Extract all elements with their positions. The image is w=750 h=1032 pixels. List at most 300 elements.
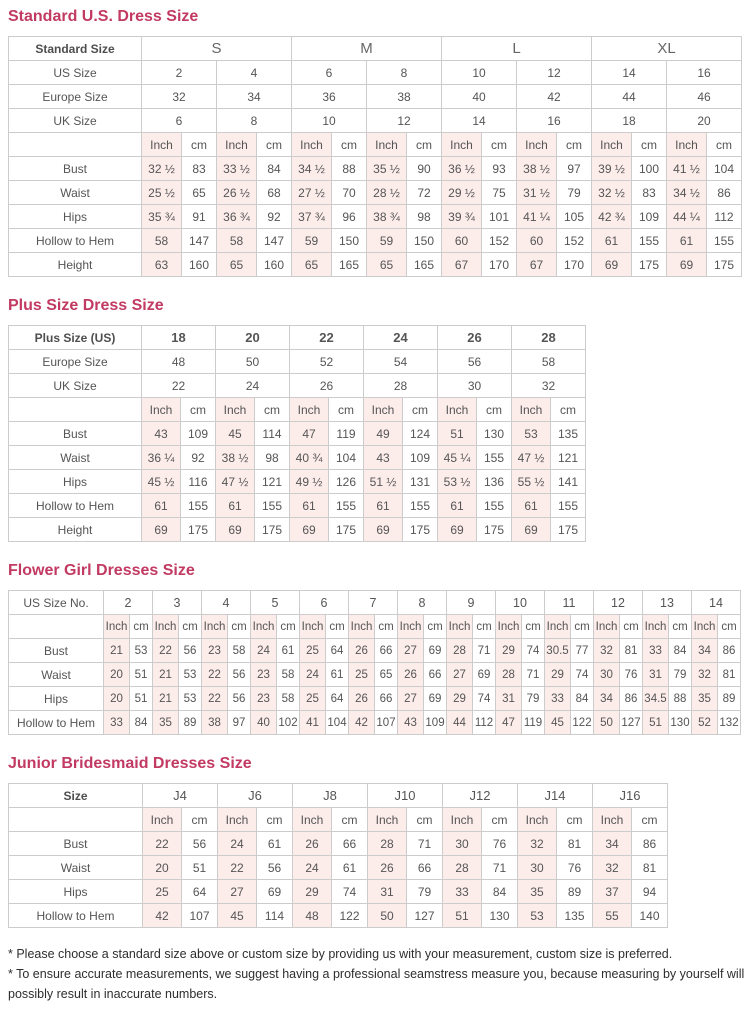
row-label: Waist <box>9 181 142 205</box>
cm-value-cell: 130 <box>477 422 512 446</box>
size-header-cell: 10 <box>442 61 517 85</box>
inch-value-cell: 61 <box>364 494 403 518</box>
cm-value-cell: 71 <box>522 663 545 687</box>
row-label: Plus Size (US) <box>9 326 142 350</box>
inch-value-cell: 51 <box>438 422 477 446</box>
unit-inch-cell: Inch <box>293 808 332 832</box>
inch-value-cell: 52 <box>692 711 718 735</box>
cm-value-cell: 96 <box>332 205 367 229</box>
inch-value-cell: 60 <box>442 229 482 253</box>
unit-cm-cell: cm <box>182 133 217 157</box>
cm-value-cell: 74 <box>473 687 496 711</box>
inch-value-cell: 67 <box>442 253 482 277</box>
cm-value-cell: 75 <box>482 181 517 205</box>
row-label: Bust <box>9 639 104 663</box>
row-label: Europe Size <box>9 350 142 374</box>
size-header-cell: 12 <box>594 591 643 615</box>
cm-value-cell: 71 <box>473 639 496 663</box>
inch-value-cell: 45 ¼ <box>438 446 477 470</box>
cm-value-cell: 152 <box>482 229 517 253</box>
size-header-cell: 14 <box>442 109 517 133</box>
inch-value-cell: 32 <box>593 856 632 880</box>
inch-value-cell: 24 <box>300 663 326 687</box>
inch-value-cell: 38 <box>202 711 228 735</box>
unit-inch-cell: Inch <box>364 398 403 422</box>
cm-value-cell: 130 <box>669 711 692 735</box>
cm-value-cell: 66 <box>424 663 447 687</box>
section-title-standard: Standard U.S. Dress Size <box>8 8 199 25</box>
inch-value-cell: 30 <box>594 663 620 687</box>
inch-value-cell: 22 <box>218 856 257 880</box>
unit-cm-cell: cm <box>551 398 586 422</box>
inch-value-cell: 25 <box>300 639 326 663</box>
size-header-cell: 3 <box>153 591 202 615</box>
inch-value-cell: 55 ½ <box>512 470 551 494</box>
unit-inch-cell: Inch <box>216 398 255 422</box>
cm-value-cell: 121 <box>551 446 586 470</box>
inch-value-cell: 25 <box>349 663 375 687</box>
inch-value-cell: 42 ¾ <box>592 205 632 229</box>
inch-value-cell: 63 <box>142 253 182 277</box>
size-header-cell: 40 <box>442 85 517 109</box>
unit-cm-cell: cm <box>332 133 367 157</box>
unit-inch-cell: Inch <box>218 808 257 832</box>
cm-value-cell: 107 <box>182 904 218 928</box>
inch-value-cell: 53 <box>518 904 557 928</box>
row-label: Hips <box>9 880 143 904</box>
inch-value-cell: 37 <box>593 880 632 904</box>
inch-value-cell: 35 ½ <box>367 157 407 181</box>
inch-value-cell: 48 <box>293 904 332 928</box>
size-header-cell: 20 <box>667 109 742 133</box>
inch-value-cell: 40 <box>251 711 277 735</box>
cm-value-cell: 160 <box>182 253 217 277</box>
inch-value-cell: 69 <box>512 518 551 542</box>
cm-value-cell: 147 <box>182 229 217 253</box>
inch-value-cell: 26 ½ <box>217 181 257 205</box>
size-header-cell: 12 <box>517 61 592 85</box>
size-header-cell: J10 <box>368 784 443 808</box>
inch-value-cell: 65 <box>217 253 257 277</box>
cm-value-cell: 122 <box>571 711 594 735</box>
inch-value-cell: 65 <box>292 253 332 277</box>
size-header-cell: 24 <box>216 374 290 398</box>
inch-value-cell: 28 <box>368 832 407 856</box>
cm-value-cell: 84 <box>257 157 292 181</box>
inch-value-cell: 69 <box>667 253 707 277</box>
size-header-cell: M <box>292 37 442 61</box>
cm-value-cell: 86 <box>707 181 742 205</box>
inch-value-cell: 31 <box>496 687 522 711</box>
size-header-cell: 28 <box>512 326 586 350</box>
cm-value-cell: 109 <box>424 711 447 735</box>
cm-value-cell: 107 <box>375 711 398 735</box>
section-junior-bridesmaid <box>8 755 742 928</box>
unit-cm-cell: cm <box>669 615 692 639</box>
unit-cm-cell: cm <box>407 808 443 832</box>
inch-value-cell: 69 <box>592 253 632 277</box>
unit-inch-cell: Inch <box>367 133 407 157</box>
cm-value-cell: 51 <box>130 663 153 687</box>
size-header-cell: 13 <box>643 591 692 615</box>
inch-value-cell: 22 <box>143 832 182 856</box>
unit-cm-cell: cm <box>257 133 292 157</box>
cm-value-cell: 58 <box>277 663 300 687</box>
cm-value-cell: 155 <box>551 494 586 518</box>
size-header-cell: 9 <box>447 591 496 615</box>
inch-value-cell: 59 <box>292 229 332 253</box>
inch-value-cell: 50 <box>368 904 407 928</box>
size-header-cell: 6 <box>292 61 367 85</box>
inch-value-cell: 36 ¾ <box>217 205 257 229</box>
inch-value-cell: 31 <box>368 880 407 904</box>
unit-cm-cell: cm <box>326 615 349 639</box>
unit-inch-cell: Inch <box>251 615 277 639</box>
cm-value-cell: 72 <box>407 181 442 205</box>
cm-value-cell: 61 <box>326 663 349 687</box>
inch-value-cell: 31 ½ <box>517 181 557 205</box>
cm-value-cell: 135 <box>557 904 593 928</box>
unit-cm-cell: cm <box>473 615 496 639</box>
inch-value-cell: 47 <box>290 422 329 446</box>
inch-value-cell: 25 <box>300 687 326 711</box>
size-header-cell: 7 <box>349 591 398 615</box>
unit-inch-cell: Inch <box>202 615 228 639</box>
cm-value-cell: 100 <box>632 157 667 181</box>
cm-value-cell: 109 <box>632 205 667 229</box>
cm-value-cell: 56 <box>257 856 293 880</box>
inch-value-cell: 22 <box>202 663 228 687</box>
cm-value-cell: 175 <box>477 518 512 542</box>
cm-value-cell: 155 <box>329 494 364 518</box>
inch-value-cell: 26 <box>349 639 375 663</box>
cm-value-cell: 114 <box>257 904 293 928</box>
inch-value-cell: 61 <box>667 229 707 253</box>
row-label: Waist <box>9 446 142 470</box>
row-label <box>9 808 143 832</box>
inch-value-cell: 43 <box>398 711 424 735</box>
inch-value-cell: 32 ½ <box>142 157 182 181</box>
cm-value-cell: 61 <box>277 639 300 663</box>
inch-value-cell: 47 ½ <box>512 446 551 470</box>
cm-value-cell: 175 <box>181 518 216 542</box>
inch-value-cell: 33 ½ <box>217 157 257 181</box>
size-header-cell: 22 <box>290 326 364 350</box>
inch-value-cell: 59 <box>367 229 407 253</box>
cm-value-cell: 116 <box>181 470 216 494</box>
unit-inch-cell: Inch <box>545 615 571 639</box>
cm-value-cell: 109 <box>403 446 438 470</box>
inch-value-cell: 39 ¾ <box>442 205 482 229</box>
cm-value-cell: 98 <box>407 205 442 229</box>
cm-value-cell: 119 <box>329 422 364 446</box>
inch-value-cell: 24 <box>293 856 332 880</box>
inch-value-cell: 34 <box>593 832 632 856</box>
row-label <box>9 615 104 639</box>
row-label: Europe Size <box>9 85 142 109</box>
cm-value-cell: 121 <box>255 470 290 494</box>
inch-value-cell: 21 <box>153 687 179 711</box>
unit-cm-cell: cm <box>403 398 438 422</box>
inch-value-cell: 50 <box>594 711 620 735</box>
cm-value-cell: 66 <box>375 687 398 711</box>
cm-value-cell: 84 <box>482 880 518 904</box>
cm-value-cell: 81 <box>718 663 741 687</box>
size-header-cell: 5 <box>251 591 300 615</box>
size-header-cell: 16 <box>517 109 592 133</box>
unit-inch-cell: Inch <box>593 808 632 832</box>
inch-value-cell: 45 <box>218 904 257 928</box>
size-header-cell: 26 <box>438 326 512 350</box>
unit-inch-cell: Inch <box>438 398 477 422</box>
inch-value-cell: 45 <box>216 422 255 446</box>
inch-value-cell: 34 <box>692 639 718 663</box>
size-header-cell: J16 <box>593 784 668 808</box>
inch-value-cell: 26 <box>398 663 424 687</box>
size-header-cell: 56 <box>438 350 512 374</box>
cm-value-cell: 53 <box>179 687 202 711</box>
size-header-cell: 48 <box>142 350 216 374</box>
size-header-cell: 54 <box>364 350 438 374</box>
section-plus-size <box>8 297 742 542</box>
unit-inch-cell: Inch <box>368 808 407 832</box>
inch-value-cell: 32 ½ <box>592 181 632 205</box>
inch-value-cell: 20 <box>143 856 182 880</box>
cm-value-cell: 56 <box>228 687 251 711</box>
size-header-cell: 4 <box>202 591 251 615</box>
cm-value-cell: 114 <box>255 422 290 446</box>
inch-value-cell: 53 <box>512 422 551 446</box>
cm-value-cell: 61 <box>332 856 368 880</box>
cm-value-cell: 155 <box>477 446 512 470</box>
unit-inch-cell: Inch <box>398 615 424 639</box>
size-header-cell: 18 <box>142 326 216 350</box>
cm-value-cell: 131 <box>403 470 438 494</box>
cm-value-cell: 152 <box>557 229 592 253</box>
size-header-cell: J4 <box>143 784 218 808</box>
cm-value-cell: 155 <box>181 494 216 518</box>
inch-value-cell: 55 <box>593 904 632 928</box>
unit-cm-cell: cm <box>329 398 364 422</box>
row-label <box>9 133 142 157</box>
cm-value-cell: 132 <box>718 711 741 735</box>
inch-value-cell: 21 <box>153 663 179 687</box>
inch-value-cell: 38 ¾ <box>367 205 407 229</box>
cm-value-cell: 69 <box>257 880 293 904</box>
row-label: UK Size <box>9 109 142 133</box>
unit-cm-cell: cm <box>477 398 512 422</box>
section-title-plus: Plus Size Dress Size <box>8 297 164 314</box>
inch-value-cell: 41 ¼ <box>517 205 557 229</box>
inch-value-cell: 20 <box>104 687 130 711</box>
cm-value-cell: 93 <box>482 157 517 181</box>
inch-value-cell: 31 <box>643 663 669 687</box>
size-header-cell: XL <box>592 37 742 61</box>
row-label: Bust <box>9 422 142 446</box>
cm-value-cell: 83 <box>182 157 217 181</box>
size-header-cell: L <box>442 37 592 61</box>
inch-value-cell: 26 <box>349 687 375 711</box>
unit-inch-cell: Inch <box>143 808 182 832</box>
inch-value-cell: 32 <box>594 639 620 663</box>
cm-value-cell: 97 <box>228 711 251 735</box>
unit-inch-cell: Inch <box>594 615 620 639</box>
cm-value-cell: 56 <box>228 663 251 687</box>
cm-value-cell: 76 <box>557 856 593 880</box>
unit-inch-cell: Inch <box>104 615 130 639</box>
cm-value-cell: 136 <box>477 470 512 494</box>
cm-value-cell: 70 <box>332 181 367 205</box>
inch-value-cell: 27 <box>218 880 257 904</box>
cm-value-cell: 175 <box>707 253 742 277</box>
cm-value-cell: 56 <box>179 639 202 663</box>
inch-value-cell: 25 <box>143 880 182 904</box>
unit-cm-cell: cm <box>632 133 667 157</box>
inch-value-cell: 30.5 <box>545 639 571 663</box>
unit-inch-cell: Inch <box>517 133 557 157</box>
inch-value-cell: 23 <box>202 639 228 663</box>
unit-cm-cell: cm <box>407 133 442 157</box>
cm-value-cell: 69 <box>424 639 447 663</box>
unit-cm-cell: cm <box>571 615 594 639</box>
inch-value-cell: 45 <box>545 711 571 735</box>
inch-value-cell: 33 <box>643 639 669 663</box>
cm-value-cell: 89 <box>179 711 202 735</box>
inch-value-cell: 69 <box>216 518 255 542</box>
size-header-cell: 24 <box>364 326 438 350</box>
inch-value-cell: 49 ½ <box>290 470 329 494</box>
cm-value-cell: 64 <box>326 639 349 663</box>
unit-inch-cell: Inch <box>496 615 522 639</box>
plus-size-table <box>8 325 586 542</box>
cm-value-cell: 91 <box>182 205 217 229</box>
cm-value-cell: 155 <box>403 494 438 518</box>
inch-value-cell: 20 <box>104 663 130 687</box>
cm-value-cell: 79 <box>557 181 592 205</box>
cm-value-cell: 53 <box>179 663 202 687</box>
size-header-cell: 58 <box>512 350 586 374</box>
inch-value-cell: 29 <box>293 880 332 904</box>
cm-value-cell: 64 <box>326 687 349 711</box>
cm-value-cell: 66 <box>332 832 368 856</box>
row-label: Hips <box>9 687 104 711</box>
row-label: Bust <box>9 832 143 856</box>
size-header-cell: 6 <box>142 109 217 133</box>
inch-value-cell: 51 ½ <box>364 470 403 494</box>
cm-value-cell: 58 <box>228 639 251 663</box>
inch-value-cell: 40 ¾ <box>290 446 329 470</box>
cm-value-cell: 88 <box>332 157 367 181</box>
unit-inch-cell: Inch <box>443 808 482 832</box>
inch-value-cell: 22 <box>153 639 179 663</box>
cm-value-cell: 69 <box>473 663 496 687</box>
inch-value-cell: 69 <box>290 518 329 542</box>
size-header-cell: 6 <box>300 591 349 615</box>
cm-value-cell: 175 <box>329 518 364 542</box>
inch-value-cell: 58 <box>142 229 182 253</box>
section-standard-size <box>8 8 742 277</box>
row-label: US Size <box>9 61 142 85</box>
size-header-cell: 42 <box>517 85 592 109</box>
inch-value-cell: 47 ½ <box>216 470 255 494</box>
inch-value-cell: 41 <box>300 711 326 735</box>
unit-inch-cell: Inch <box>692 615 718 639</box>
cm-value-cell: 112 <box>473 711 496 735</box>
size-header-cell: 11 <box>545 591 594 615</box>
inch-value-cell: 45 ½ <box>142 470 181 494</box>
size-header-cell: 46 <box>667 85 742 109</box>
cm-value-cell: 53 <box>130 639 153 663</box>
row-label: Waist <box>9 663 104 687</box>
cm-value-cell: 130 <box>482 904 518 928</box>
unit-cm-cell: cm <box>707 133 742 157</box>
size-header-cell: J12 <box>443 784 518 808</box>
inch-value-cell: 35 <box>518 880 557 904</box>
cm-value-cell: 58 <box>277 687 300 711</box>
cm-value-cell: 170 <box>482 253 517 277</box>
cm-value-cell: 175 <box>403 518 438 542</box>
cm-value-cell: 81 <box>620 639 643 663</box>
cm-value-cell: 79 <box>407 880 443 904</box>
cm-value-cell: 90 <box>407 157 442 181</box>
row-label: Hips <box>9 470 142 494</box>
size-header-cell: 32 <box>142 85 217 109</box>
cm-value-cell: 68 <box>257 181 292 205</box>
size-header-cell: 8 <box>217 109 292 133</box>
cm-value-cell: 104 <box>707 157 742 181</box>
inch-value-cell: 58 <box>217 229 257 253</box>
footnote-measurement-advice: * To ensure accurate measurements, we suggest having a professional seamstress measure you, because measuring by yourself will possibly result in inaccurate numbers. <box>8 967 745 1001</box>
junior-bridesmaid-size-table <box>8 783 668 928</box>
inch-value-cell: 53 ½ <box>438 470 477 494</box>
inch-value-cell: 26 <box>368 856 407 880</box>
inch-value-cell: 51 <box>443 904 482 928</box>
inch-value-cell: 26 <box>293 832 332 856</box>
row-label: US Size No. <box>9 591 104 615</box>
cm-value-cell: 160 <box>257 253 292 277</box>
cm-value-cell: 101 <box>482 205 517 229</box>
cm-value-cell: 86 <box>718 639 741 663</box>
size-header-cell: 52 <box>290 350 364 374</box>
inch-value-cell: 47 <box>496 711 522 735</box>
row-label: Hips <box>9 205 142 229</box>
cm-value-cell: 175 <box>632 253 667 277</box>
size-header-cell: 14 <box>592 61 667 85</box>
inch-value-cell: 51 <box>643 711 669 735</box>
row-label: Height <box>9 253 142 277</box>
footnotes <box>8 944 748 1004</box>
inch-value-cell: 39 ½ <box>592 157 632 181</box>
row-label: Hollow to Hem <box>9 494 142 518</box>
inch-value-cell: 21 <box>104 639 130 663</box>
cm-value-cell: 76 <box>482 832 518 856</box>
unit-cm-cell: cm <box>557 133 592 157</box>
cm-value-cell: 165 <box>332 253 367 277</box>
unit-inch-cell: Inch <box>290 398 329 422</box>
cm-value-cell: 56 <box>182 832 218 856</box>
inch-value-cell: 28 <box>443 856 482 880</box>
cm-value-cell: 74 <box>332 880 368 904</box>
unit-cm-cell: cm <box>255 398 290 422</box>
inch-value-cell: 27 <box>398 687 424 711</box>
unit-cm-cell: cm <box>424 615 447 639</box>
inch-value-cell: 69 <box>364 518 403 542</box>
size-header-cell: 4 <box>217 61 292 85</box>
size-header-cell: J6 <box>218 784 293 808</box>
inch-value-cell: 27 ½ <box>292 181 332 205</box>
size-header-cell: 44 <box>592 85 667 109</box>
cm-value-cell: 141 <box>551 470 586 494</box>
